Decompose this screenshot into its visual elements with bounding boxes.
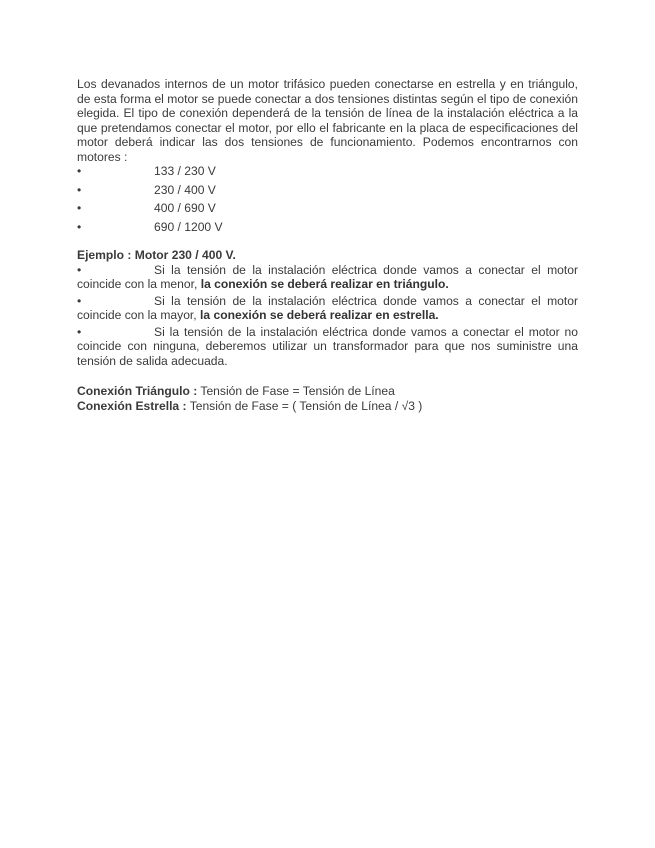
voltage-list	[77, 164, 578, 238]
voltage-value: 690 / 1200 V	[154, 219, 223, 234]
formula-line	[77, 399, 578, 414]
list-item	[77, 201, 578, 220]
voltage-value: 400 / 690 V	[154, 201, 216, 216]
bullet-icon: •	[77, 324, 82, 339]
bullet-icon: •	[77, 262, 82, 277]
case-text: Si la tensión de la instalación eléctrica donde vamos a conectar el motor coincide con la menor,	[77, 262, 578, 292]
intro-paragraph: Los devanados internos de un motor trifásico pueden conectarse en estrella y en triángulo, de esta forma el motor se puede conectar a dos tensiones distintas según el tipo de conexión elegida. El tipo de conexión dependerá de la tensión de línea de la instalación eléctrica a la que pretendamos conectar el motor, por ello el fabricante en la placa de especificaciones del motor deberá indicar las dos tensiones de funcionamiento. Podemos encontrarnos con motores :	[77, 77, 578, 164]
formulas-block	[77, 384, 578, 413]
voltage-value: 133 / 230 V	[154, 164, 216, 178]
list-item	[77, 183, 578, 202]
document-page	[77, 77, 578, 413]
formula-text: Tensión de Fase = Tensión de Línea	[197, 384, 395, 399]
example-case	[77, 294, 578, 323]
case-bold-text: la conexión se deberá realizar en triángulo.	[200, 277, 449, 292]
list-item	[77, 164, 578, 183]
case-bold-text: la conexión se deberá realizar en estrella.	[200, 308, 439, 323]
bullet-icon: •	[77, 201, 82, 216]
formula-line	[77, 384, 578, 399]
example-case	[77, 263, 578, 292]
formula-label: Conexión Estrella :	[77, 398, 187, 413]
case-text: Si la tensión de la instalación eléctrica donde vamos a conectar el motor coincide con la mayor,	[77, 293, 578, 323]
bullet-icon: •	[77, 293, 82, 308]
case-text: Si la tensión de la instalación eléctrica donde vamos a conectar el motor no coincide con ninguna, deberemos utilizar un transformador para que nos suministre una tensión de salida adecuada.	[77, 324, 578, 368]
formula-text: Tensión de Fase = ( Tensión de Línea / √3 )	[186, 398, 423, 413]
example-case	[77, 325, 578, 369]
bullet-icon: •	[77, 219, 82, 234]
formula-label: Conexión Triángulo :	[77, 384, 198, 399]
bullet-icon: •	[77, 182, 82, 197]
list-item	[77, 220, 578, 239]
bullet-icon: •	[77, 164, 82, 178]
voltage-value: 230 / 400 V	[154, 182, 216, 197]
example-heading: Ejemplo : Motor 230 / 400 V.	[77, 248, 236, 263]
